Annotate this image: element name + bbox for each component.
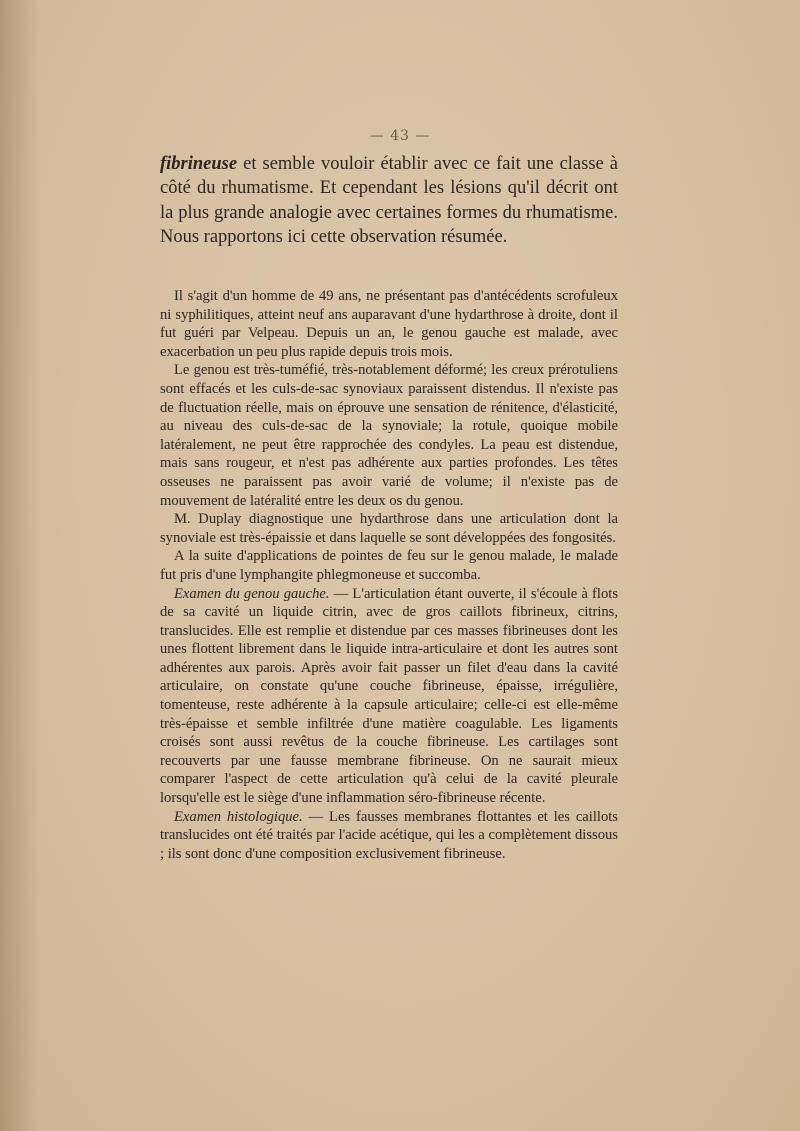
intro-text [160,152,618,249]
exam-histo-heading: Examen histologique. [174,808,303,825]
exam-knee-text: — L'articulation étant ouverte, il s'écoule à flots de sa cavité un liquide citrin, avec de gros caillots fibrineux, citrins, translucides. Elle est remplie et distendue par ces masses fibrineuses dont les unes flottent librement dans le liquide intra-articulaire et dont les autres sont adhérentes aux parois. Après avoir fait passer un filet d'eau dans la cavité articulaire, on constate qu'une couche fibrineuse, épaisse, irrégulière, tomenteuse, reste adhérente à la capsule articulaire; celle-ci est elle-même très-épaisse et semble infiltrée d'une matière coagulable. Les ligaments croisés sont aussi revêtus de la couche fibrineuse. Les cartilages sont recouverts par une fausse membrane fibrineuse. On ne saurait mieux comparer l'aspect de cette articulation qu'à celui de la cavité pleurale lorsqu'elle est le siège d'une inflammation séro-fibrineuse récente. [160,585,618,807]
intro-body: et semble vouloir établir avec ce fait une classe à côté du rhumatisme. Et cependant les lésions qu'il décrit ont la plus grande analogie avec certaines formes du rhumatisme. Nous rapportons ici cette observation résumée. [160,154,618,247]
exam-knee-heading: Examen du genou gauche. [174,585,330,602]
observation-paragraph-4: A la suite d'applications de pointes de feu sur le genou malade, le malade fut pris d'une lymphangite phlegmoneuse et succomba. [160,548,618,583]
exam-histo-paragraph [160,808,618,864]
page-number: — 43 — [369,128,431,144]
observation-paragraph-1: Il s'agit d'un homme de 49 ans, ne présentant pas d'antécédents scrofuleux ni syphilitiques, atteint neuf ans auparavant d'une hydarthrose à droite, dont il fut guéri par Velpeau. Depuis un an, le genou gauche est malade, avec exacerbation un peu plus rapide depuis trois mois. [160,288,618,360]
exam-knee-paragraph [160,585,618,808]
intro-paragraph [160,152,618,249]
intro-lead-italic: fibrineuse [160,154,238,174]
exam-histo-text: — Les fausses membranes flottantes et les caillots translucides ont été traités par l'acide acétique, qui les a complètement dissous ; ils sont donc d'une composition exclusivement fibrineuse. [160,808,618,862]
observation-paragraph-3: M. Duplay diagnostique une hydarthrose dans une articulation dont la synoviale est très-épaissie et dans laquelle se sont développées des fongosités. [160,511,618,546]
observation-paragraph-2: Le genou est très-tuméfié, très-notablement déformé; les creux prérotuliens sont effacés et les culs-de-sac synoviaux paraissent distendus. Il n'existe pas de fluctuation réelle, mais on éprouve une sensation de rénitence, d'élasticité, au niveau des culs-de-sac de la synoviale; la rotule, quoique mobile latéralement, ne peut être rapprochée des condyles. La peau est distendue, mais sans rougeur, et n'est pas adhérente aux parties profondes. Les têtes osseuses ne paraissent pas avoir varié de volume; il n'existe pas de mouvement de latéralité entre les deux os du genou. [160,362,618,509]
page-edge-shadow [0,0,40,1131]
observation-section [160,287,618,863]
